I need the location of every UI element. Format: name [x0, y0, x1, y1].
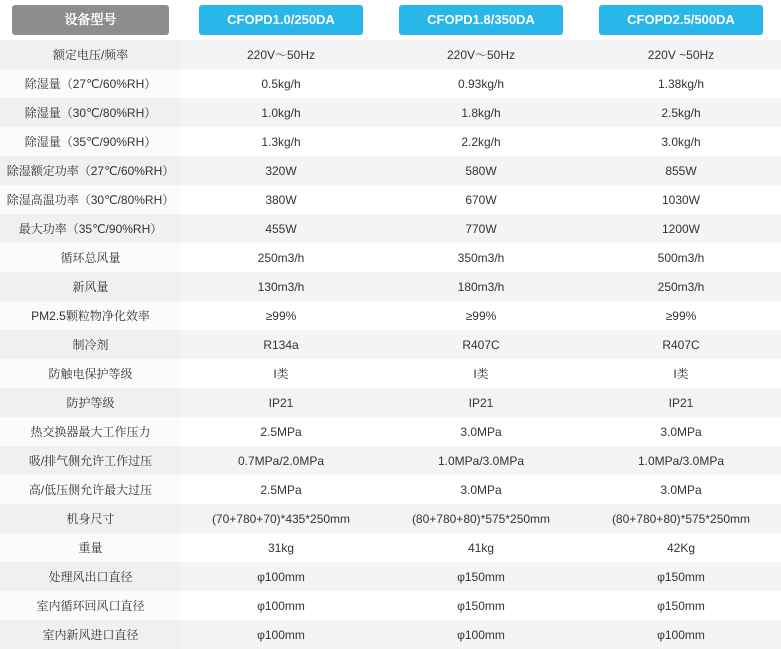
row-value: 500m3/h: [581, 243, 781, 272]
row-value: 1.38kg/h: [581, 69, 781, 98]
row-label: 除湿量（30℃/80%RH）: [0, 98, 181, 127]
row-value: 0.93kg/h: [381, 69, 581, 98]
row-label: 室内新风进口直径: [0, 620, 181, 649]
row-value: 3.0MPa: [581, 417, 781, 446]
row-value: φ100mm: [181, 562, 381, 591]
table-row: [0, 272, 781, 301]
row-value: 320W: [181, 156, 381, 185]
table-row: [0, 388, 781, 417]
row-label: 除湿量（35℃/90%RH）: [0, 127, 181, 156]
row-value: 31kg: [181, 533, 381, 562]
row-value: I类: [181, 359, 381, 388]
table-row: [0, 330, 781, 359]
row-value: φ150mm: [381, 591, 581, 620]
table-row: [0, 504, 781, 533]
row-label: 制冷剂: [0, 330, 181, 359]
header-label-cell: [0, 0, 181, 40]
row-value: 1.8kg/h: [381, 98, 581, 127]
table-row: [0, 156, 781, 185]
table-row: [0, 562, 781, 591]
row-value: 3.0MPa: [581, 475, 781, 504]
row-value: φ150mm: [581, 591, 781, 620]
table-row: [0, 40, 781, 69]
row-value: R134a: [181, 330, 381, 359]
row-value: φ150mm: [581, 562, 781, 591]
row-label: PM2.5颗粒物净化效率: [0, 301, 181, 330]
table-row: [0, 446, 781, 475]
row-value: 220V～50Hz: [181, 40, 381, 69]
row-value: φ100mm: [581, 620, 781, 649]
row-label: 防触电保护等级: [0, 359, 181, 388]
row-value: 1200W: [581, 214, 781, 243]
row-value: 380W: [181, 185, 381, 214]
header-model-cell-3: [581, 0, 781, 40]
row-value: IP21: [181, 388, 381, 417]
row-value: 2.5MPa: [181, 417, 381, 446]
row-label: 重量: [0, 533, 181, 562]
row-label: 高/低压侧允许最大过压: [0, 475, 181, 504]
row-value: 2.5kg/h: [581, 98, 781, 127]
row-value: 1.0MPa/3.0MPa: [381, 446, 581, 475]
row-value: 220V～50Hz: [381, 40, 581, 69]
row-value: 1.0MPa/3.0MPa: [581, 446, 781, 475]
row-label: 除湿量（27℃/60%RH）: [0, 69, 181, 98]
row-value: (80+780+80)*575*250mm: [381, 504, 581, 533]
row-value: 130m3/h: [181, 272, 381, 301]
row-value: 41kg: [381, 533, 581, 562]
row-value: R407C: [381, 330, 581, 359]
row-value: 1.3kg/h: [181, 127, 381, 156]
row-value: 2.5MPa: [181, 475, 381, 504]
table-row: [0, 533, 781, 562]
model-badge: CFOPD2.5/500DA: [599, 5, 763, 35]
row-label: 处理风出口直径: [0, 562, 181, 591]
row-value: 250m3/h: [581, 272, 781, 301]
row-value: IP21: [381, 388, 581, 417]
model-badge: CFOPD1.0/250DA: [199, 5, 363, 35]
row-label: 最大功率（35℃/90%RH）: [0, 214, 181, 243]
row-value: φ100mm: [181, 591, 381, 620]
table-row: [0, 475, 781, 504]
row-value: I类: [581, 359, 781, 388]
row-label: 机身尺寸: [0, 504, 181, 533]
row-value: 250m3/h: [181, 243, 381, 272]
header-model-cell-1: [181, 0, 381, 40]
row-value: 3.0MPa: [381, 475, 581, 504]
row-value: 350m3/h: [381, 243, 581, 272]
table-row: [0, 591, 781, 620]
table-row: [0, 185, 781, 214]
row-value: 1.0kg/h: [181, 98, 381, 127]
row-value: φ100mm: [381, 620, 581, 649]
row-value: φ100mm: [181, 620, 381, 649]
row-value: (80+780+80)*575*250mm: [581, 504, 781, 533]
table-row: [0, 301, 781, 330]
row-label: 除湿额定功率（27℃/60%RH）: [0, 156, 181, 185]
row-label: 热交换器最大工作压力: [0, 417, 181, 446]
row-value: 42Kg: [581, 533, 781, 562]
row-label: 额定电压/频率: [0, 40, 181, 69]
header-label-badge: 设备型号: [12, 5, 169, 35]
row-value: 580W: [381, 156, 581, 185]
table-header-row: [0, 0, 781, 40]
row-label: 防护等级: [0, 388, 181, 417]
row-value: ≥99%: [381, 301, 581, 330]
row-value: IP21: [581, 388, 781, 417]
table-row: [0, 69, 781, 98]
row-value: 670W: [381, 185, 581, 214]
row-value: ≥99%: [581, 301, 781, 330]
row-value: R407C: [581, 330, 781, 359]
row-value: 455W: [181, 214, 381, 243]
table-row: [0, 243, 781, 272]
row-value: 1030W: [581, 185, 781, 214]
row-value: 855W: [581, 156, 781, 185]
row-label: 除湿高温功率（30℃/80%RH）: [0, 185, 181, 214]
row-value: 3.0kg/h: [581, 127, 781, 156]
model-badge: CFOPD1.8/350DA: [399, 5, 563, 35]
row-value: ≥99%: [181, 301, 381, 330]
table-row: [0, 127, 781, 156]
row-value: I类: [381, 359, 581, 388]
row-value: 180m3/h: [381, 272, 581, 301]
row-value: 2.2kg/h: [381, 127, 581, 156]
row-value: (70+780+70)*435*250mm: [181, 504, 381, 533]
row-value: 0.5kg/h: [181, 69, 381, 98]
table-row: [0, 359, 781, 388]
row-value: 770W: [381, 214, 581, 243]
row-value: 220V ~50Hz: [581, 40, 781, 69]
table-row: [0, 214, 781, 243]
row-label: 新风量: [0, 272, 181, 301]
row-value: 3.0MPa: [381, 417, 581, 446]
table-row: [0, 417, 781, 446]
header-model-cell-2: [381, 0, 581, 40]
row-value: 0.7MPa/2.0MPa: [181, 446, 381, 475]
table-row: [0, 98, 781, 127]
row-label: 室内循环回风口直径: [0, 591, 181, 620]
row-label: 吸/排气侧允许工作过压: [0, 446, 181, 475]
row-label: 循环总风量: [0, 243, 181, 272]
table-row: [0, 620, 781, 649]
row-value: φ150mm: [381, 562, 581, 591]
